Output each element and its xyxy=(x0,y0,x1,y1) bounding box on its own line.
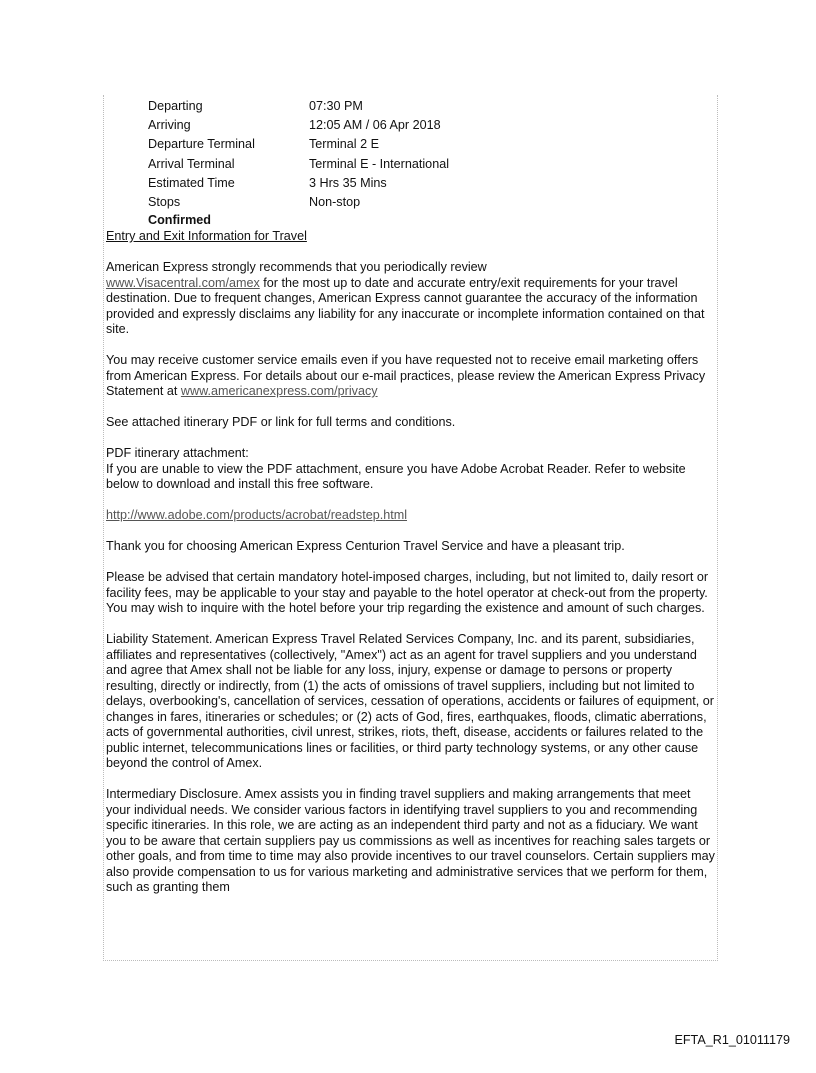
flight-row-label: Departure Terminal xyxy=(148,137,255,152)
flight-row-estimated-time xyxy=(148,174,718,193)
adobe-link-paragraph xyxy=(106,508,718,524)
itinerary-note: See attached itinerary PDF or link for full terms and conditions. xyxy=(106,415,456,430)
flight-row-label: Estimated Time xyxy=(148,175,235,190)
flight-row-departure-terminal xyxy=(148,135,718,154)
flight-row-value: 12:05 AM / 06 Apr 2018 xyxy=(309,118,441,133)
intermediary-disclosure-paragraph: Intermediary Disclosure. Amex assists you in finding travel suppliers and making arrangements that meet your individual needs. We consider various factors in identifying travel suppliers to you and recommending specific itineraries. In this role, we are acting as an independent third party and not as a fiduciary. We want you to be aware that certain suppliers pay us commissions as well as incentives for reaching sales targets or other goals, and from time to time may also provide incentives to our travel counselors. Certain suppliers may also provide compensation to us for various marketing and administrative services that we perform for them, such as granting them xyxy=(106,787,715,895)
flight-row-label: Stops xyxy=(148,194,181,209)
pdf-heading: PDF itinerary attachment: xyxy=(106,446,249,461)
privacy-link[interactable]: www.americanexpress.com/privacy xyxy=(180,384,378,399)
flight-row-label: Arrival Terminal xyxy=(148,156,235,171)
flight-row-value: Terminal E - International xyxy=(309,156,449,171)
entry-exit-paragraph xyxy=(106,260,718,338)
flight-row-departing xyxy=(148,97,718,116)
entry-exit-heading: Entry and Exit Information for Travel xyxy=(106,229,307,244)
flight-row-value: 3 Hrs 35 Mins xyxy=(309,175,387,190)
flight-row-label: Departing xyxy=(148,99,203,113)
flight-row-stops xyxy=(148,193,718,212)
visacentral-link[interactable]: www.Visacentral.com/amex xyxy=(106,275,260,290)
flight-details-table xyxy=(148,97,718,228)
document-id-footer: EFTA_R1_01011179 xyxy=(674,1033,790,1047)
flight-row-value: Non-stop xyxy=(309,194,361,209)
thanks-paragraph: Thank you for choosing American Express Centurion Travel Service and have a pleasant trip. xyxy=(106,539,625,554)
flight-row-arrival-terminal xyxy=(148,155,718,174)
flight-row-label: Arriving xyxy=(148,118,191,133)
hotel-charges-paragraph: Please be advised that certain mandatory hotel-imposed charges, including, but not limited to, daily resort or facility fees, may be applicable to your stay and payable to the hotel operator at check-out from the property. You may wish to inquire with the hotel before your trip regarding the existence and amount of such charges. xyxy=(106,570,709,616)
booking-status: Confirmed xyxy=(148,213,211,228)
liability-statement-paragraph: Liability Statement. American Express Travel Related Services Company, Inc. and its parent, subsidiaries, affiliates and representatives (collectively, "Amex") act as an agent for travel suppliers and you understand and agree that Amex shall not be liable for any loss, injury, expense or damage to persons or property resulting, directly or indirectly, from (1) the acts of omissions of travel suppliers, including but not limited to delays, overbooking's, cancellation of services, cessation of operations, accidents or failures of equipment, or changes in fares, itineraries or schedules; or (2) acts of God, fires, earthquakes, floods, climatic aberrations, acts of governmental authorities, civil unrest, strikes, riots, theft, disease, accidents or failures related to the public internet, telecommunications lines or facilities, or third party technology systems, or any other cause beyond the control of Amex. xyxy=(106,632,714,771)
pdf-attachment-paragraph xyxy=(106,446,718,493)
adobe-reader-link[interactable]: http://www.adobe.com/products/acrobat/readstep.html xyxy=(106,508,408,523)
flight-row-arriving xyxy=(148,116,718,135)
flight-row-value: Terminal 2 E xyxy=(309,137,379,152)
flight-row-value: 07:30 PM xyxy=(309,99,363,113)
pdf-body: If you are unable to view the PDF attachment, ensure you have Adobe Acrobat Reader. Refer to website below to download and install this free software. xyxy=(106,461,686,492)
entry-exit-body: for the most up to date and accurate entry/exit requirements for your travel destination. Due to frequent changes, American Express cannot guarantee the accuracy of the information provided and expressly disclaims any liability for any inaccurate or incomplete information contained on that site. xyxy=(106,275,705,337)
privacy-body: You may receive customer service emails even if you have requested not to receive email marketing offers from American Express. For details about our e-mail practices, please review the American Express Privacy Statement at xyxy=(106,353,706,399)
privacy-paragraph xyxy=(106,353,718,400)
itinerary-email-body xyxy=(106,95,718,896)
entry-exit-intro: American Express strongly recommends that you periodically review xyxy=(106,260,487,275)
